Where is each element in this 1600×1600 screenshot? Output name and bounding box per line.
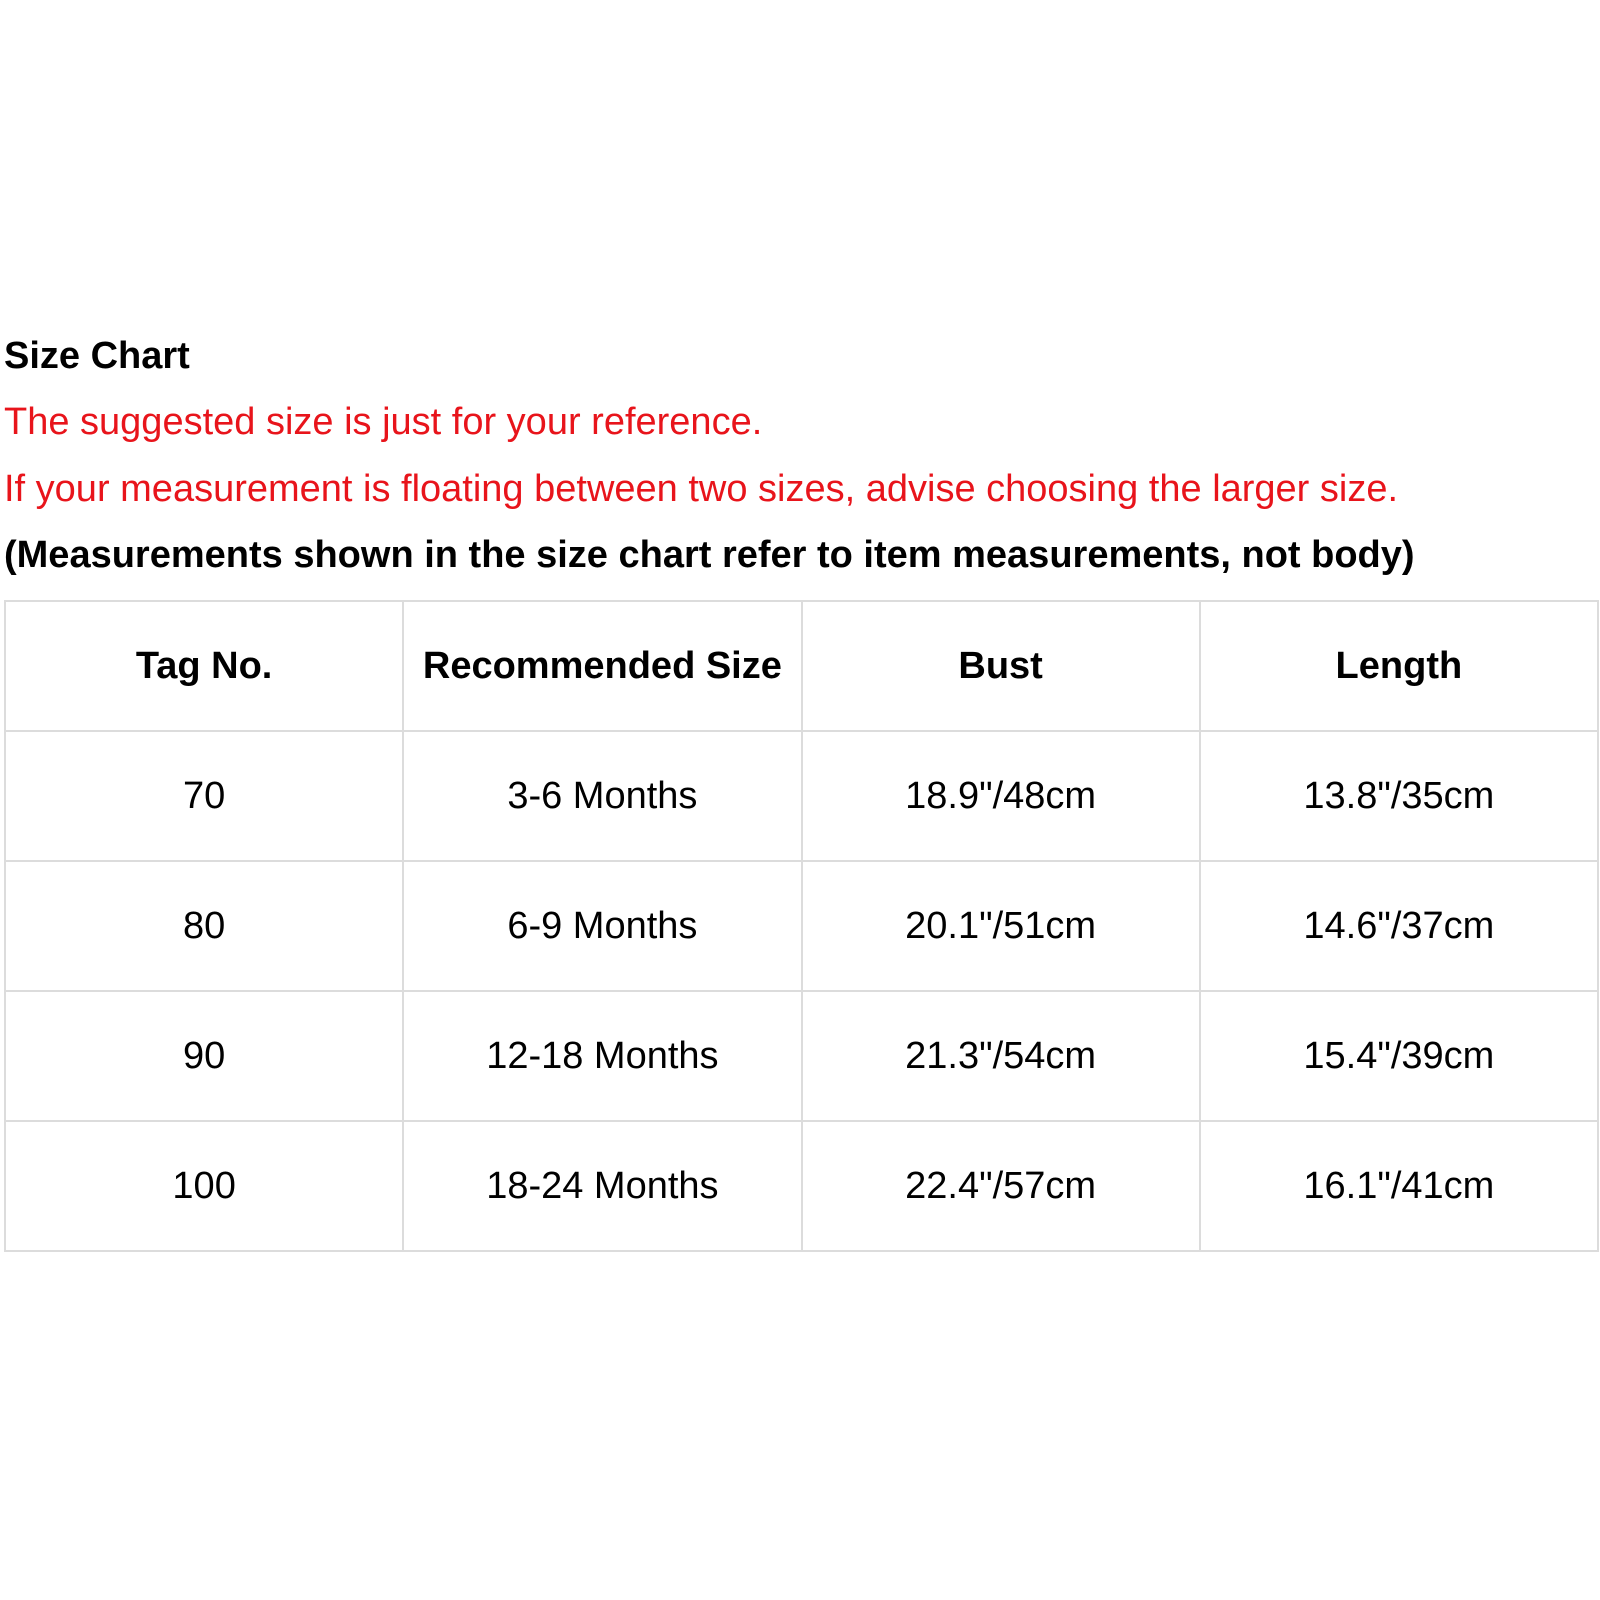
cell-tag-no: 100 xyxy=(5,1121,403,1251)
size-advice-note: If your measurement is floating between two sizes, advise choosing the larger size. xyxy=(4,468,1399,510)
cell-bust: 18.9"/48cm xyxy=(802,731,1200,861)
cell-tag-no: 80 xyxy=(5,861,403,991)
cell-length: 14.6"/37cm xyxy=(1200,861,1598,991)
cell-length: 16.1"/41cm xyxy=(1200,1121,1598,1251)
cell-bust: 21.3"/54cm xyxy=(802,991,1200,1121)
size-table xyxy=(4,600,1599,1252)
header-recommended-size: Recommended Size xyxy=(403,601,801,731)
page-title: Size Chart xyxy=(4,335,190,377)
reference-note: The suggested size is just for your reference. xyxy=(4,401,763,443)
table-header-row xyxy=(5,601,1598,731)
header-tag-no: Tag No. xyxy=(5,601,403,731)
cell-bust: 20.1"/51cm xyxy=(802,861,1200,991)
header-bust: Bust xyxy=(802,601,1200,731)
table-row xyxy=(5,991,1598,1121)
cell-tag-no: 90 xyxy=(5,991,403,1121)
table-row xyxy=(5,1121,1598,1251)
header-length: Length xyxy=(1200,601,1598,731)
cell-recommended-size: 18-24 Months xyxy=(403,1121,801,1251)
cell-recommended-size: 3-6 Months xyxy=(403,731,801,861)
table-row xyxy=(5,861,1598,991)
cell-length: 15.4"/39cm xyxy=(1200,991,1598,1121)
cell-length: 13.8"/35cm xyxy=(1200,731,1598,861)
cell-tag-no: 70 xyxy=(5,731,403,861)
cell-recommended-size: 12-18 Months xyxy=(403,991,801,1121)
cell-recommended-size: 6-9 Months xyxy=(403,861,801,991)
table-row xyxy=(5,731,1598,861)
cell-bust: 22.4"/57cm xyxy=(802,1121,1200,1251)
measurement-note: (Measurements shown in the size chart refer to item measurements, not body) xyxy=(4,534,1415,576)
